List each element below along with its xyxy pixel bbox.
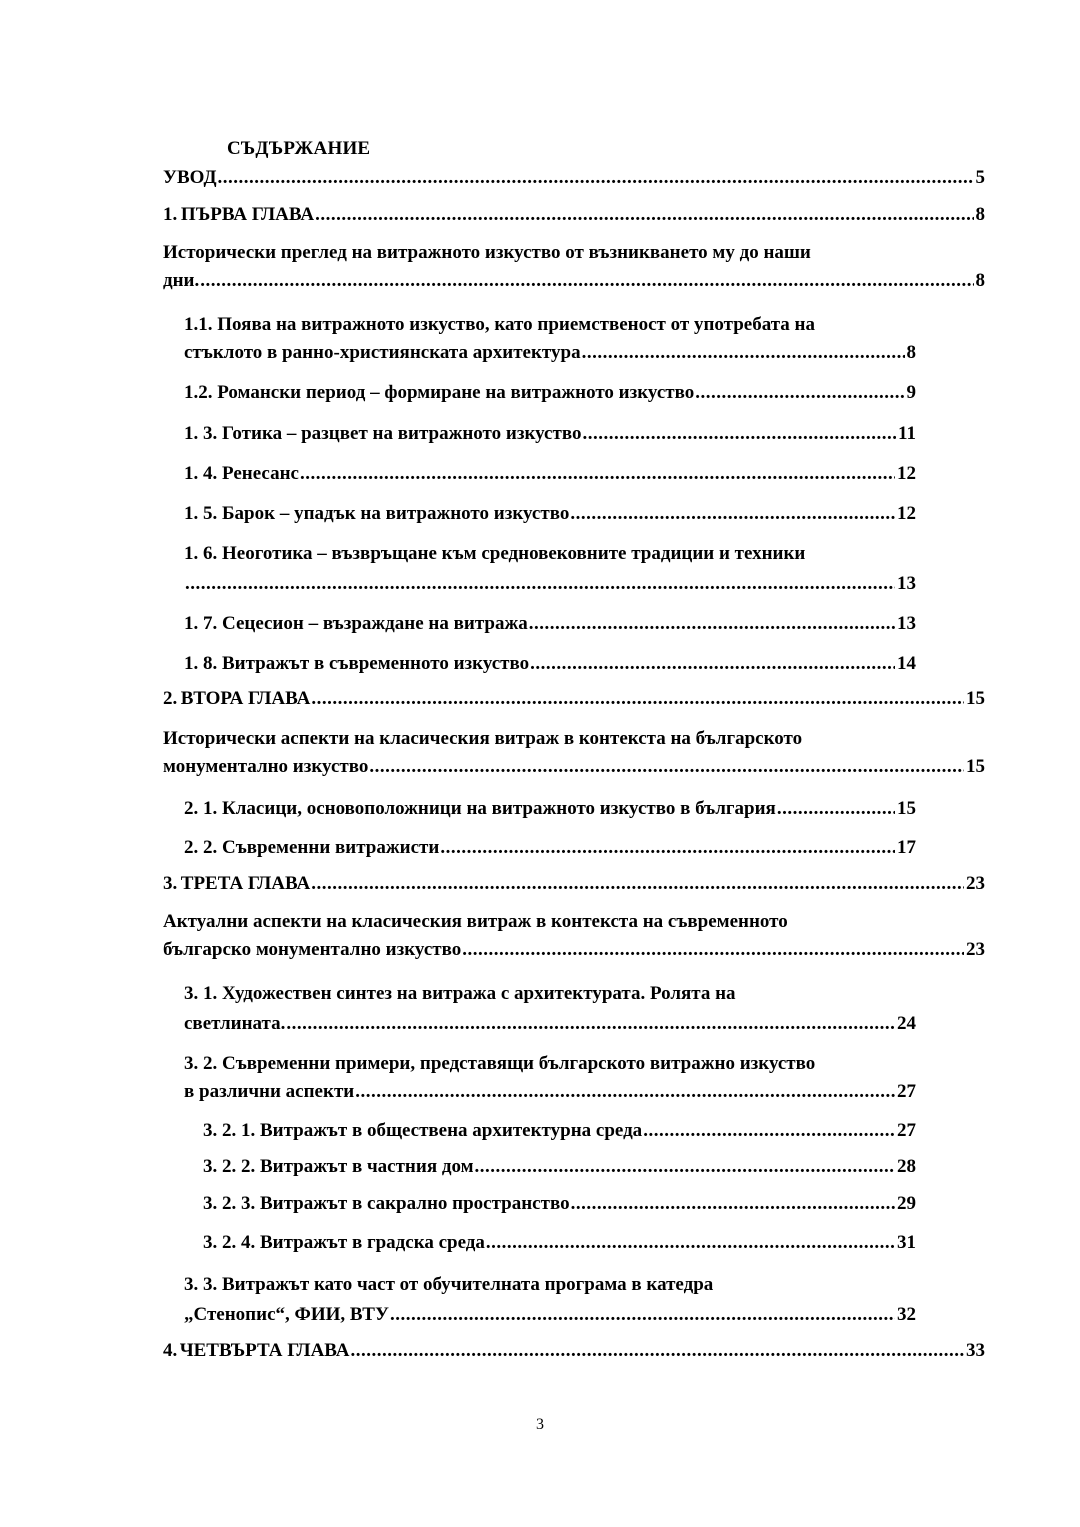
toc-entry-label: българско монументално изкуство [163, 939, 462, 960]
toc-line [184, 460, 916, 488]
toc-entry-label: УВОД [163, 167, 217, 188]
dot-leader [311, 870, 964, 898]
dot-leader [315, 201, 973, 229]
toc-entry-label: ЧЕТВЪРТА ГЛАВА [179, 1340, 350, 1361]
toc-entry-label: 3. 2. 1. Витражът в обществена архитектурна среда [203, 1120, 643, 1141]
dot-leader [200, 267, 973, 295]
dot-leader [529, 610, 895, 638]
dot-leader [530, 650, 895, 678]
toc-entry-chapter-2-subtitle[interactable] [163, 725, 985, 781]
toc-entry-page: 8 [975, 204, 985, 225]
toc-entry-2-2[interactable] [184, 834, 916, 862]
toc-entry-label: ВТОРА ГЛАВА [180, 688, 311, 709]
toc-entry-label-line1: 1. 6. Неоготика – възвръщане към средновековните традиции и техники [184, 543, 806, 564]
toc-line [203, 1229, 916, 1257]
toc-line [184, 834, 916, 862]
toc-line [184, 570, 916, 598]
toc-entry-label: 1. 5. Барок – упадък на витражното изкуство [184, 503, 570, 524]
toc-line [163, 685, 985, 713]
toc-line [203, 1190, 916, 1218]
toc-entry-label: 1. 3. Готика – разцвет на витражното изкуство [184, 423, 582, 444]
toc-entry-label-line1: Исторически преглед на витражното изкуство от възникването му до наши [163, 242, 811, 263]
toc-entry-page: 33 [966, 1340, 985, 1361]
toc-entry-page: 23 [966, 873, 985, 894]
toc-entry-1-8[interactable] [184, 650, 916, 678]
toc-entry-page: 9 [906, 382, 916, 403]
dot-leader [369, 753, 964, 781]
toc-entry-label: монументално изкуство [163, 756, 369, 777]
toc-entry-page: 31 [897, 1232, 916, 1253]
toc-entry-label-line1: Актуални аспекти на класическия витраж в контекста на съвременното [163, 911, 788, 932]
toc-entry-page: 13 [897, 613, 916, 634]
toc-entry-page: 5 [975, 167, 985, 188]
toc-entry-3-2-3[interactable] [203, 1190, 916, 1218]
toc-line [163, 1337, 985, 1365]
toc-entry-label-line1: 3. 2. Съвременни примери, представящи българското витражно изкуство [184, 1053, 816, 1074]
toc-entry-number: 2. [163, 688, 178, 709]
dot-leader [185, 570, 895, 598]
toc-line [184, 379, 916, 407]
dot-leader [486, 1229, 895, 1257]
toc-entry-label: 2. 1. Класици, основоположници на витражното изкуство в българия [184, 798, 776, 819]
toc-entry-chapter-2[interactable] [163, 685, 985, 713]
dot-leader [286, 1010, 895, 1038]
toc-entry-label: 1. 8. Витражът в съвременното изкуство [184, 653, 530, 674]
toc-entry-1-5[interactable] [184, 500, 916, 528]
dot-leader [571, 1190, 895, 1218]
toc-entry-chapter-1[interactable] [163, 201, 985, 229]
toc-entry-1-3[interactable] [184, 420, 916, 448]
dot-leader [390, 1301, 895, 1329]
dot-leader [475, 1153, 895, 1181]
toc-entry-page: 23 [966, 939, 985, 960]
toc-entry-page: 15 [966, 756, 985, 777]
toc-entry-chapter-1-subtitle[interactable] [163, 239, 985, 295]
dot-leader [582, 420, 896, 448]
toc-entry-intro[interactable] [163, 164, 985, 192]
toc-line [184, 1010, 916, 1038]
dot-leader [777, 795, 895, 823]
toc-entry-page: 24 [897, 1013, 916, 1034]
toc-entry-number: 3. [163, 873, 178, 894]
toc-entry-page: 29 [897, 1193, 916, 1214]
toc-entry-chapter-3-subtitle[interactable] [163, 908, 985, 964]
dot-leader [218, 164, 974, 192]
toc-entry-label: ТРЕТА ГЛАВА [180, 873, 311, 894]
toc-line [163, 753, 985, 781]
toc-line [163, 267, 985, 295]
toc-entry-page: 27 [897, 1120, 916, 1141]
toc-entry-label: 1. 7. Сецесион – възраждане на витража [184, 613, 528, 634]
toc-entry-label: стъклото в ранно-християнската архитектура [184, 342, 581, 363]
toc-line [163, 164, 985, 192]
toc-entry-label: дни. [163, 270, 200, 291]
toc-entry-page: 14 [897, 653, 916, 674]
toc-entry-page: 27 [897, 1081, 916, 1102]
toc-entry-page: 11 [898, 423, 916, 444]
dot-leader [311, 685, 964, 713]
toc-entry-3-2-1[interactable] [203, 1117, 916, 1145]
toc-entry-label: светлината. [184, 1013, 286, 1034]
toc-entry-page: 17 [897, 837, 916, 858]
toc-line [203, 1153, 916, 1181]
toc-entry-label: 1. 4. Ренесанс [184, 463, 299, 484]
toc-entry-1-2[interactable] [184, 379, 916, 407]
dot-leader [462, 936, 964, 964]
toc-line [184, 500, 916, 528]
toc-entry-page: 15 [966, 688, 985, 709]
toc-entry-label: 2. 2. Съвременни витражисти [184, 837, 440, 858]
toc-line [184, 1078, 916, 1106]
toc-entry-page: 28 [897, 1156, 916, 1177]
toc-entry-page: 13 [897, 573, 916, 594]
toc-line [184, 650, 916, 678]
dot-leader [695, 379, 904, 407]
toc-entry-page: 12 [897, 503, 916, 524]
toc-line [163, 870, 985, 898]
toc-line [184, 610, 916, 638]
toc-entry-label-line1: 3. 1. Художествен синтез на витража с архитектурата. Ролята на [184, 983, 736, 1004]
toc-entry-label: ПЪРВА ГЛАВА [180, 204, 315, 225]
toc-entry-page: 8 [906, 342, 916, 363]
dot-leader [440, 834, 895, 862]
toc-entry-label-line1: 1.1. Поява на витражното изкуство, като приемственост от употребата на [184, 314, 815, 335]
toc-entry-3-2[interactable] [184, 1050, 916, 1106]
dot-leader [355, 1078, 895, 1106]
toc-line [184, 795, 916, 823]
toc-entry-page: 12 [897, 463, 916, 484]
toc-entry-page: 32 [897, 1304, 916, 1325]
toc-entry-3-3[interactable] [184, 1271, 916, 1329]
toc-entry-label-line1: 3. 3. Витражът като част от обучителната програма в катедра [184, 1274, 714, 1295]
toc-entry-label: в различни аспекти [184, 1081, 355, 1102]
toc-title: СЪДЪРЖАНИЕ [227, 138, 371, 159]
toc-entry-page: 8 [975, 270, 985, 291]
dot-leader [300, 460, 895, 488]
toc-entry-label: 3. 2. 4. Витражът в градска среда [203, 1232, 485, 1253]
toc-line [184, 1301, 916, 1329]
toc-entry-label: 3. 2. 2. Витражът в частния дом [203, 1156, 474, 1177]
toc-entry-label: „Стенопис“, ФИИ, ВТУ [184, 1304, 389, 1325]
toc-entry-1-4[interactable] [184, 460, 916, 488]
page-number: 3 [536, 1416, 544, 1433]
toc-entry-number: 4. [163, 1340, 178, 1361]
toc-entry-3-1[interactable] [184, 980, 916, 1038]
toc-line [184, 420, 916, 448]
toc-entry-label: 3. 2. 3. Витражът в сакрално пространство [203, 1193, 570, 1214]
toc-line [163, 936, 985, 964]
dot-leader [351, 1337, 964, 1365]
toc-entry-1-7[interactable] [184, 610, 916, 638]
toc-line [203, 1117, 916, 1145]
toc-entry-label: 1.2. Романски период – формиране на витражното изкуство [184, 382, 695, 403]
toc-entry-label-line1: Исторически аспекти на класическия витраж в контекста на българското [163, 728, 803, 749]
toc-entry-1-6[interactable] [184, 540, 916, 598]
dot-leader [643, 1117, 895, 1145]
toc-entry-number: 1. [163, 204, 178, 225]
toc-entry-chapter-4[interactable] [163, 1337, 985, 1365]
dot-leader [582, 339, 905, 367]
toc-entry-2-1[interactable] [184, 795, 916, 823]
toc-entry-1-1[interactable] [184, 311, 916, 367]
toc-line [163, 201, 985, 229]
toc-entry-3-2-4[interactable] [203, 1229, 916, 1257]
dot-leader [570, 500, 895, 528]
toc-line [184, 339, 916, 367]
toc-entry-3-2-2[interactable] [203, 1153, 916, 1181]
toc-entry-page: 15 [897, 798, 916, 819]
toc-entry-chapter-3[interactable] [163, 870, 985, 898]
